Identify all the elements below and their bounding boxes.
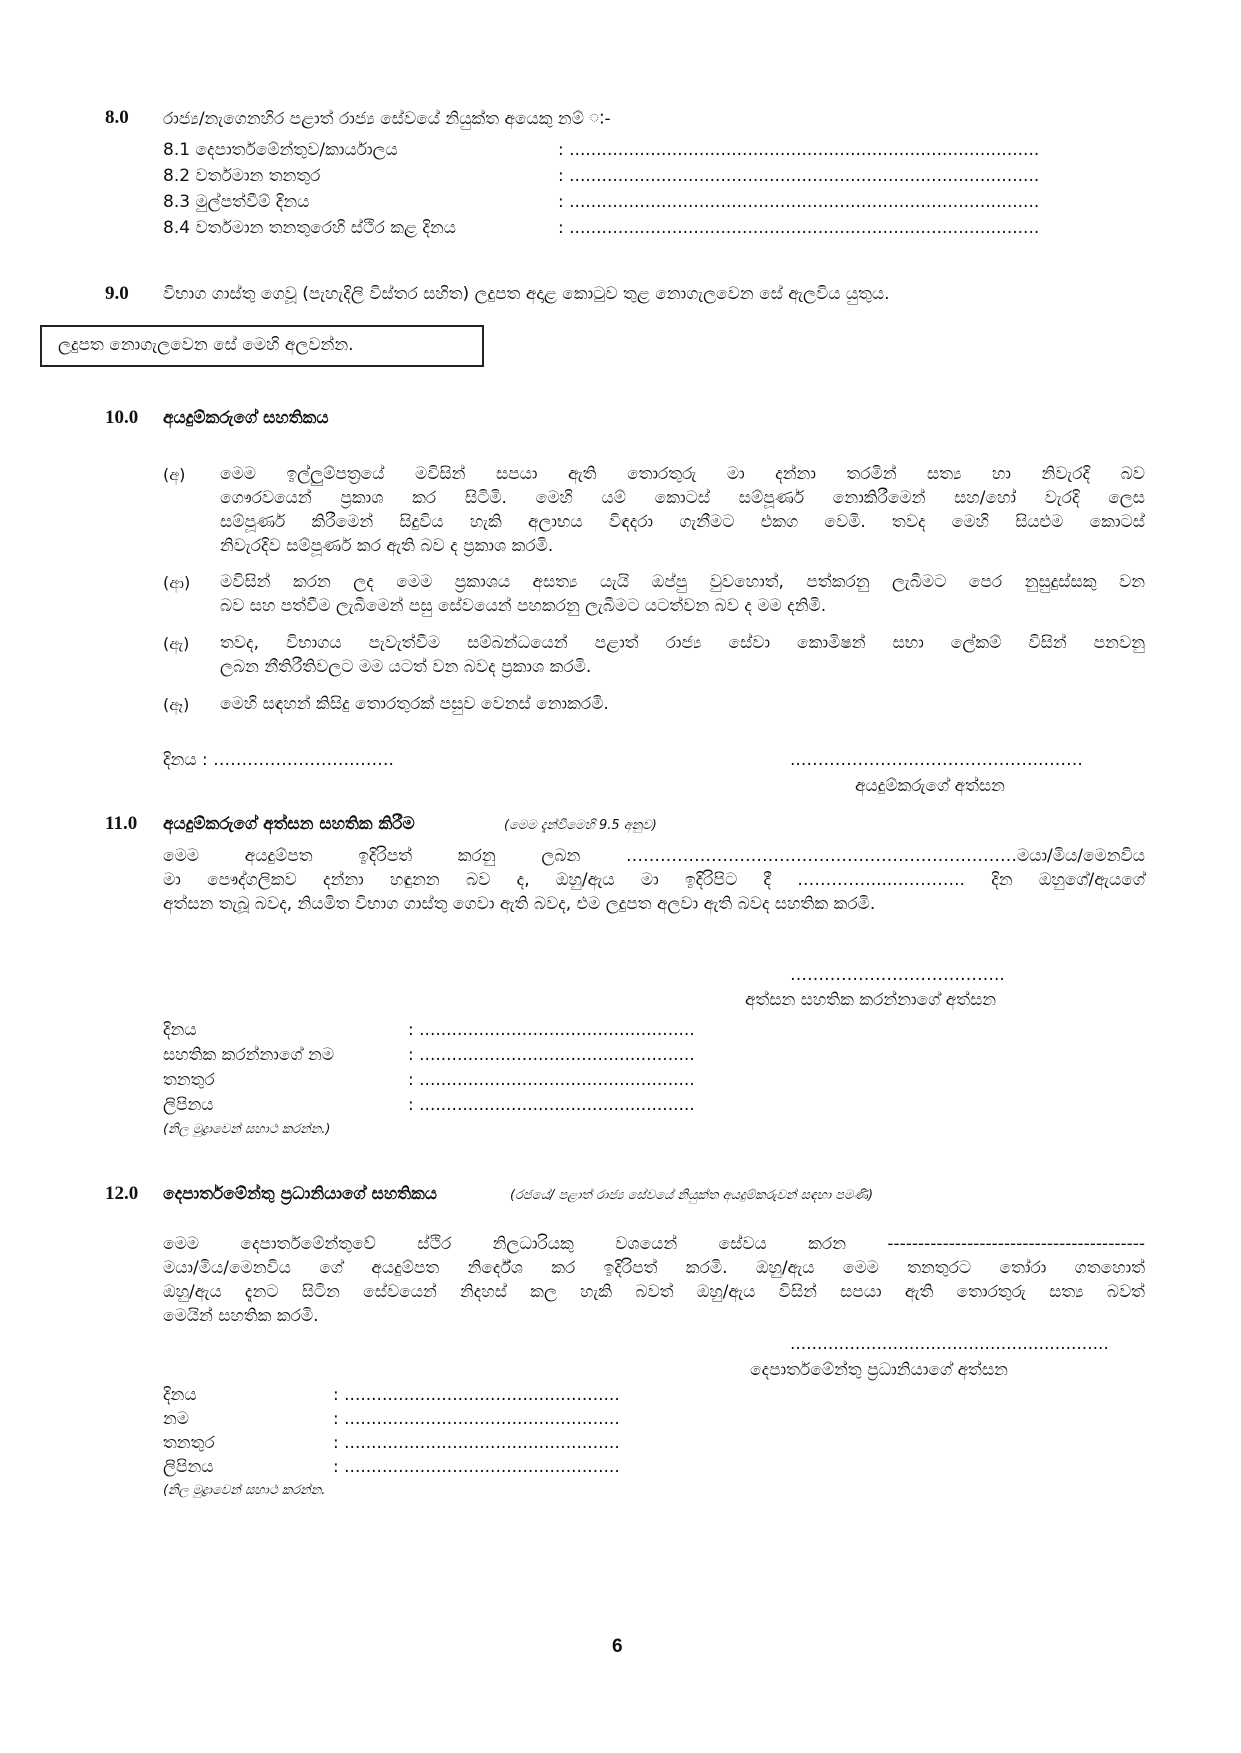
text-line: සම්පූර්ණ කිරීමෙන් සිදුවිය හැකි අලාභය විඳදරා ගැනීමට එකග වෙමි. තවද මෙහි සියළුම කොටස් — [220, 512, 1145, 532]
head-signature-line[interactable]: ........................................................... — [790, 1334, 1109, 1354]
receipt-paste-box — [40, 325, 484, 367]
field-value[interactable]: : ....................................................................................... — [558, 218, 1040, 238]
text-line: ලබන නීතිරීතිවලට මම යටත් වන බවද ප්‍රකාශ කරමි. — [220, 657, 592, 677]
receipt-box-label: ලදුපත නොගැලවෙන සේ මෙහි අලවන්න. — [58, 335, 354, 355]
text-line: තවද, විභාගය පැවැත්වීම සම්බන්ධයෙන් පළාත් රාජ්‍ය සේවා කොමිෂන් සභා ලේකම් විසින් පනවනු — [220, 633, 1145, 653]
applicant-date-field[interactable]: දිනය : …………………….……. — [163, 750, 394, 770]
field-value[interactable]: : ....................................................................................... — [558, 166, 1040, 186]
field-value[interactable]: : ................................................... — [408, 1045, 695, 1065]
section-11-note: (මෙම දැන්වීමෙහි 9.5 අනුව) — [504, 818, 657, 833]
section-11-title: අයදුම්කරුගේ අත්සන සහතික කිරීම — [163, 814, 415, 834]
signature-attestation-text — [163, 844, 1145, 916]
stamp-note: (නිල මුද්‍රාවෙන් සහාථ කරන්න. — [163, 1483, 326, 1498]
field-value[interactable]: : ................................................... — [408, 1095, 695, 1115]
text-line: මෙහි සඳහන් කිසිදු තොරතුරක් පසුව වෙනස් නොකරමි. — [220, 694, 609, 714]
section-11-number: 11.0 — [105, 813, 138, 834]
item-marker: (ආ) — [163, 573, 191, 592]
field-label: නම — [163, 1409, 190, 1429]
text-line: ඔහු/ඇය දැනට සිටින සේවයෙන් නිදහස් කල හැකි බවත් ඔහු/ඇය විසින් සපයා ඇති තොරතුරු සත්‍ය බවත් — [163, 1282, 1145, 1302]
field-value[interactable]: : ................................................... — [333, 1433, 620, 1453]
field-label: ලිපිනය — [163, 1457, 214, 1477]
text-line: මයා/මිය/මෙනවිය ගේ අයදුම්පත නිර්දේශ කර ඉදිරිපත් කරමි. ඔහු/ඇය මෙම තනතුරට තෝරා ගතහොත් — [163, 1258, 1145, 1278]
text-line: මෙම දෙපාර්තමේන්තුවේ ස්ථිර නිලධාරියකු වශයෙන් සේවය කරන ------------------------------------------ — [163, 1234, 1145, 1254]
field-value[interactable]: : ................................................... — [333, 1457, 620, 1477]
field-label: 8.3 මුල්පත්වීම් දිනය — [163, 192, 310, 212]
applicant-signature-line[interactable]: ..………………..…………………..……. — [790, 750, 1083, 770]
section-12-title: දෙපාර්තමේන්තු ප්‍රධානියාගේ සහතිකය — [163, 1184, 438, 1204]
text-line: මවිසින් කරන ලද මෙම ප්‍රකාශය අසත්‍ය යැයි ඔප්පු වුවහොත්, පත්කරනු ලැබීමට පෙර නුසුදුස්සකු වන — [220, 572, 1145, 592]
head-signature-label: දෙපාර්තමේන්තු ප්‍රධානියාගේ අත්සන — [750, 1360, 1008, 1380]
item-marker: (ඈ) — [163, 695, 190, 714]
field-label: 8.4 වර්තමාන තනතුරෙහි ස්ථිර කළ දිනය — [163, 218, 456, 238]
item-marker: (ඇ) — [163, 634, 190, 653]
section-10-number: 10.0 — [105, 407, 139, 428]
declaration-c — [220, 631, 1145, 679]
field-value[interactable]: : ....................................................................................... — [558, 140, 1040, 160]
text-line: මෙයින් සහතික කරමි. — [163, 1306, 319, 1326]
attestor-signature-label: අත්සන සහතික කරන්නාගේ අත්සන — [745, 990, 997, 1010]
text-line: මෙම අයදුම්පත ඉදිරිපත් කරනු ලබන ……………………………………………………………මයා/මිය/මෙනවිය — [163, 846, 1145, 866]
field-label: තනතුර — [163, 1433, 215, 1453]
page-number: 6 — [612, 1636, 623, 1657]
text-line: බව සහ පත්වීම ලැබීමෙන් පසු සේවයෙන් පහකරනු ලැබීමට යටත්වන බව ද මම දනිමි. — [220, 596, 827, 616]
field-value[interactable]: : ....................................................................................... — [558, 192, 1040, 212]
field-value[interactable]: : ................................................... — [333, 1409, 620, 1429]
field-value[interactable]: : ................................................... — [333, 1385, 620, 1405]
stamp-note: (නිල මුද්‍රාවෙන් සහාථ කරන්න.) — [163, 1122, 331, 1137]
attestor-signature-line[interactable]: ……………………………….. — [790, 965, 1005, 985]
field-label: ලිපිනය — [163, 1095, 214, 1115]
field-label: 8.2 වර්තමාන තනතුර — [163, 166, 321, 186]
text-line: ගෞරවයෙන් ප්‍රකාශ කර සිටිමි. මෙහි යම් කොටස් සම්පූර්ණ නොකිරීමෙන් සහ/හෝ වැරදි ලෙස — [220, 488, 1145, 508]
section-12-number: 12.0 — [105, 1183, 139, 1204]
declaration-d — [220, 692, 1145, 716]
section-9-text: විභාග ගාස්තු ගෙවූ (පැහැදිලි විස්තර සහිත) ලදුපත අදාළ කොටුව තුළ නොගැලවෙන සේ ඇලවිය යුතුය. — [163, 284, 890, 304]
text-line: අත්සන තැබූ බවද, නියමිත විභාග ගාස්තු ගෙවා ඇති බවද, එම ලදුපත අලවා ඇති බවද සහතික කරමි. — [163, 894, 876, 914]
field-label: සහතික කරන්නාගේ නම — [163, 1045, 335, 1065]
declaration-b — [220, 570, 1145, 618]
field-label: 8.1 දෙපාර්තමේන්තුව/කාර්යාලය — [163, 140, 398, 160]
field-value[interactable]: : ................................................... — [408, 1070, 695, 1090]
item-marker: (අ) — [163, 465, 186, 484]
text-line: මෙම ඉල්ලුම්පත්‍රයේ මවිසින් සපයා ඇති තොරතුරු මා දන්නා තරමින් සත්‍ය හා නිවැරදි බව — [220, 464, 1145, 484]
section-9-number: 9.0 — [105, 283, 129, 304]
section-12-note: (රජයේ/ පළාත් රාජ්‍ය සේවයේ නියුක්ත අයදුම්කරුවන් සඳහා පමණි) — [510, 1188, 874, 1203]
section-8-number: 8.0 — [105, 107, 129, 128]
section-8-title: රාජ්‍ය/නැගෙනහිර පළාත් රාජ්‍ය සේවයේ නියුක්ත අයෙකු නම් ៈ- — [163, 109, 611, 129]
field-label: දිනය — [163, 1385, 197, 1405]
field-value[interactable]: : ................................................... — [408, 1020, 695, 1040]
field-label: තනතුර — [163, 1070, 215, 1090]
text-line: මා පෞද්ගලිකව දන්නා හඳුනන බව ද, ඔහු/ඇය මා ඉදිරිපිට දී ………….......……….. දින ඔහුගේ/ඇයගේ — [163, 870, 1145, 890]
head-certification-text — [163, 1232, 1145, 1328]
text-line: නිවැරදිව සම්පූර්ණ කර ඇති බව ද ප්‍රකාශ කරමි. — [220, 536, 554, 556]
section-10-title: අයදුම්කරුගේ සහතිකය — [163, 408, 329, 428]
applicant-signature-label: අයදුම්කරුගේ අත්සන — [855, 776, 1005, 796]
field-label: දිනය — [163, 1020, 197, 1040]
declaration-a — [220, 462, 1145, 558]
